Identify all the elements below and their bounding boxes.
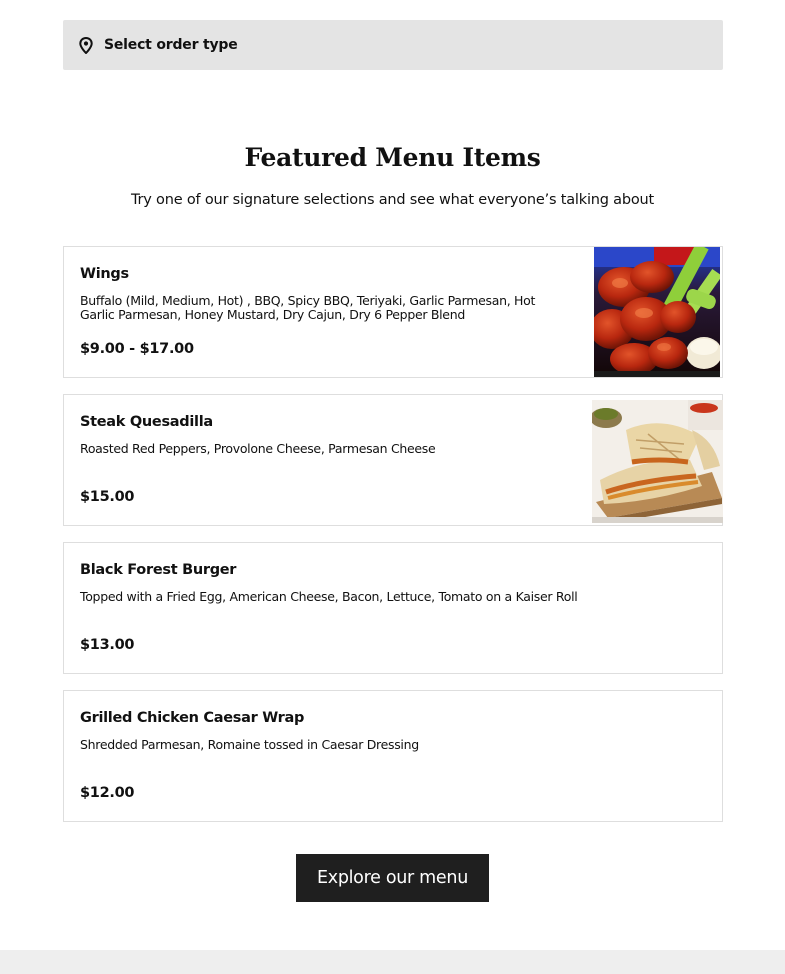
menu-item-price: $13.00	[80, 637, 135, 653]
footer-strip	[0, 950, 785, 974]
menu-item-card[interactable]	[63, 246, 723, 378]
menu-item-price: $12.00	[80, 785, 135, 801]
order-type-label: Select order type	[104, 37, 238, 53]
featured-subtitle: Try one of our signature selections and see what everyone’s talking about	[130, 192, 655, 208]
featured-title: Featured Menu Items	[244, 143, 541, 172]
menu-item-name: Black Forest Burger	[80, 562, 237, 578]
wings-photo	[594, 247, 720, 377]
quesadilla-photo	[592, 400, 723, 523]
menu-item-description: Roasted Red Peppers, Provolone Cheese, Parmesan Cheese	[80, 441, 436, 456]
menu-item-price: $9.00 - $17.00	[80, 341, 194, 357]
menu-item-name: Steak Quesadilla	[80, 414, 213, 430]
location-pin-icon	[79, 36, 95, 54]
menu-item-price: $15.00	[80, 489, 135, 505]
explore-menu-button[interactable]: Explore our menu	[296, 854, 489, 902]
order-type-selector[interactable]	[63, 20, 723, 70]
menu-item-card[interactable]	[63, 690, 723, 822]
menu-item-description: Shredded Parmesan, Romaine tossed in Caesar Dressing	[80, 737, 419, 752]
menu-item-name: Wings	[80, 266, 129, 282]
menu-item-card[interactable]	[63, 542, 723, 674]
menu-item-description: Topped with a Fried Egg, American Cheese, Bacon, Lettuce, Tomato on a Kaiser Roll	[80, 589, 578, 604]
menu-item-description: Buffalo (Mild, Medium, Hot) , BBQ, Spicy BBQ, Teriyaki, Garlic Parmesan, Hot Garlic Parmesan, Honey Mustard, Dry Cajun, Dry 6 Pepper Blend	[80, 293, 536, 322]
menu-item-card[interactable]	[63, 394, 723, 526]
menu-item-name: Grilled Chicken Caesar Wrap	[80, 710, 305, 726]
